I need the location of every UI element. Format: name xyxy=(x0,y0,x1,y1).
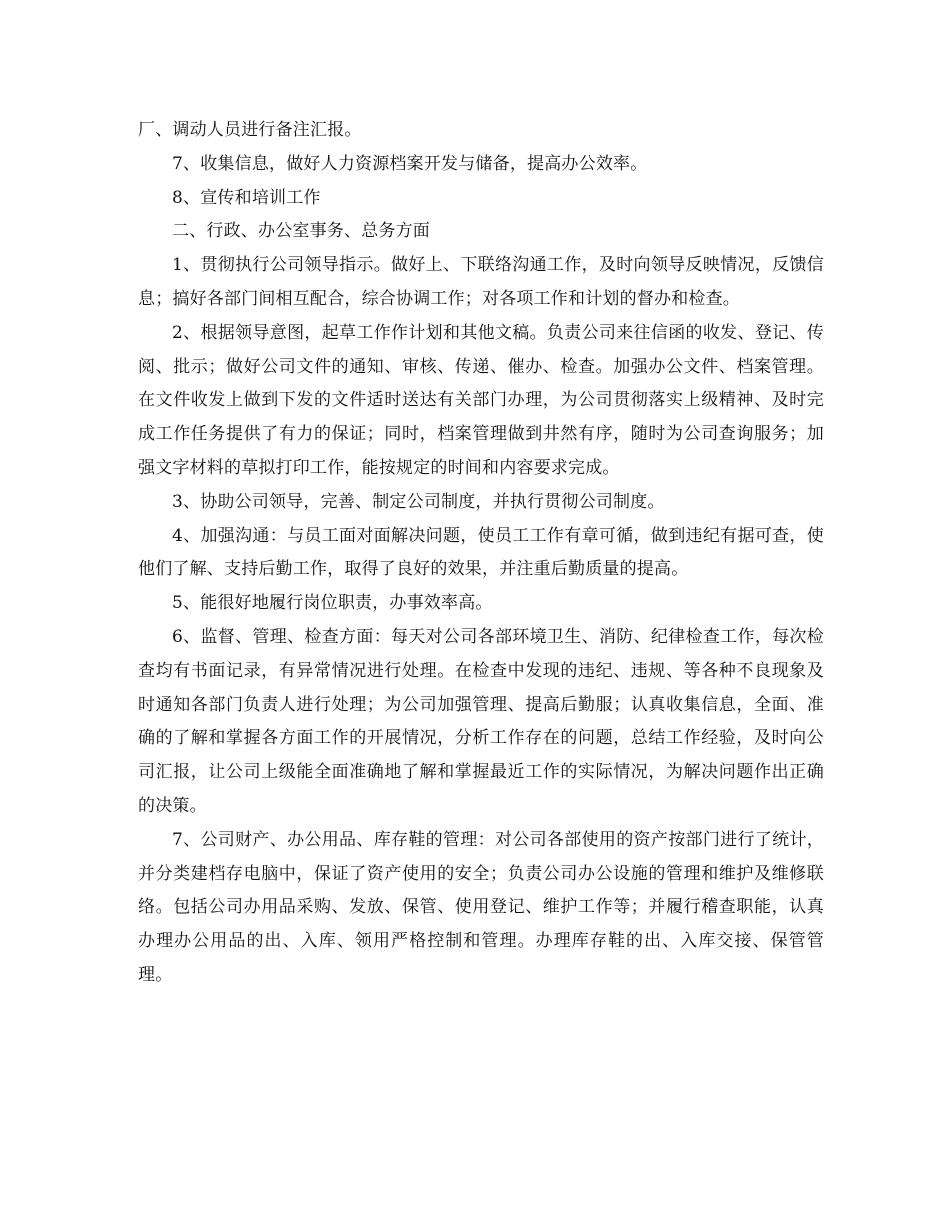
paragraph-6: 2、根据领导意图，起草工作作计划和其他文稿。负责公司来往信函的收发、登记、传阅、批示；做好公司文件的通知、审核、传递、催办、检查。加强办公文件、档案管理。在文件收发上做到下发的文件适时送达有关部门办理，为公司贯彻落实上级精神、及时完成工作任务提供了有力的保证；同时，档案管理做到井然有序，随时为公司查询服务；加强文字材料的草拟打印工作，能按规定的时间和内容要求完成。 xyxy=(138,322,824,478)
paragraph-10: 6、监督、管理、检查方面：每天对公司各部环境卫生、消防、纪律检查工作，每次检查均有书面记录，有异常情况进行处理。在检查中发现的违纪、违规、等各种不良现象及时通知各部门负责人进行处理；为公司加强管理、提高后勤服；认真收集信息，全面、准确的了解和掌握各方面工作的开展情况，分析工作存在的问题，总结工作经验，及时向公司汇报，让公司上级能全面准确地了解和掌握最近工作的实际情况，为解决问题作出正确的决策。 xyxy=(138,626,824,816)
document-body xyxy=(138,114,824,993)
paragraph-1: 厂、调动人员进行备注汇报。 xyxy=(138,120,362,140)
paragraph-2: 7、收集信息，做好人力资源档案开发与储备，提高办公效率。 xyxy=(172,153,648,174)
paragraph-8: 4、加强沟通：与员工面对面解决问题，使员工工作有章可循，做到违纪有据可查，使他们了解、支持后勤工作，取得了良好的效果，并注重后勤质量的提高。 xyxy=(138,525,824,580)
paragraph-11: 7、公司财产、办公用品、库存鞋的管理：对公司各部使用的资产按部门进行了统计，并分类建档存电脑中，保证了资产使用的安全；负责公司办公设施的管理和维护及维修联络。包括公司办用品采购、发放、保管、使用登记、维护工作等；并履行稽查职能，认真办理办公用品的出、入库、领用严格控制和管理。办理库存鞋的出、入库交接、保管管理。 xyxy=(138,829,824,985)
paragraph-7: 3、协助公司领导，完善、制定公司制度，并执行贯彻公司制度。 xyxy=(172,491,665,512)
section-heading: 二、行政、办公室事务、总务方面 xyxy=(172,221,430,242)
paragraph-3: 8、宣传和培训工作 xyxy=(172,187,321,208)
paragraph-5: 1、贯彻执行公司领导指示。做好上、下联络沟通工作，及时向领导反映情况，反馈信息；搞好各部门间相互配合，综合协调工作；对各项工作和计划的督办和检查。 xyxy=(138,255,824,309)
paragraph-9: 5、能很好地履行岗位职责，办事效率高。 xyxy=(172,593,493,614)
